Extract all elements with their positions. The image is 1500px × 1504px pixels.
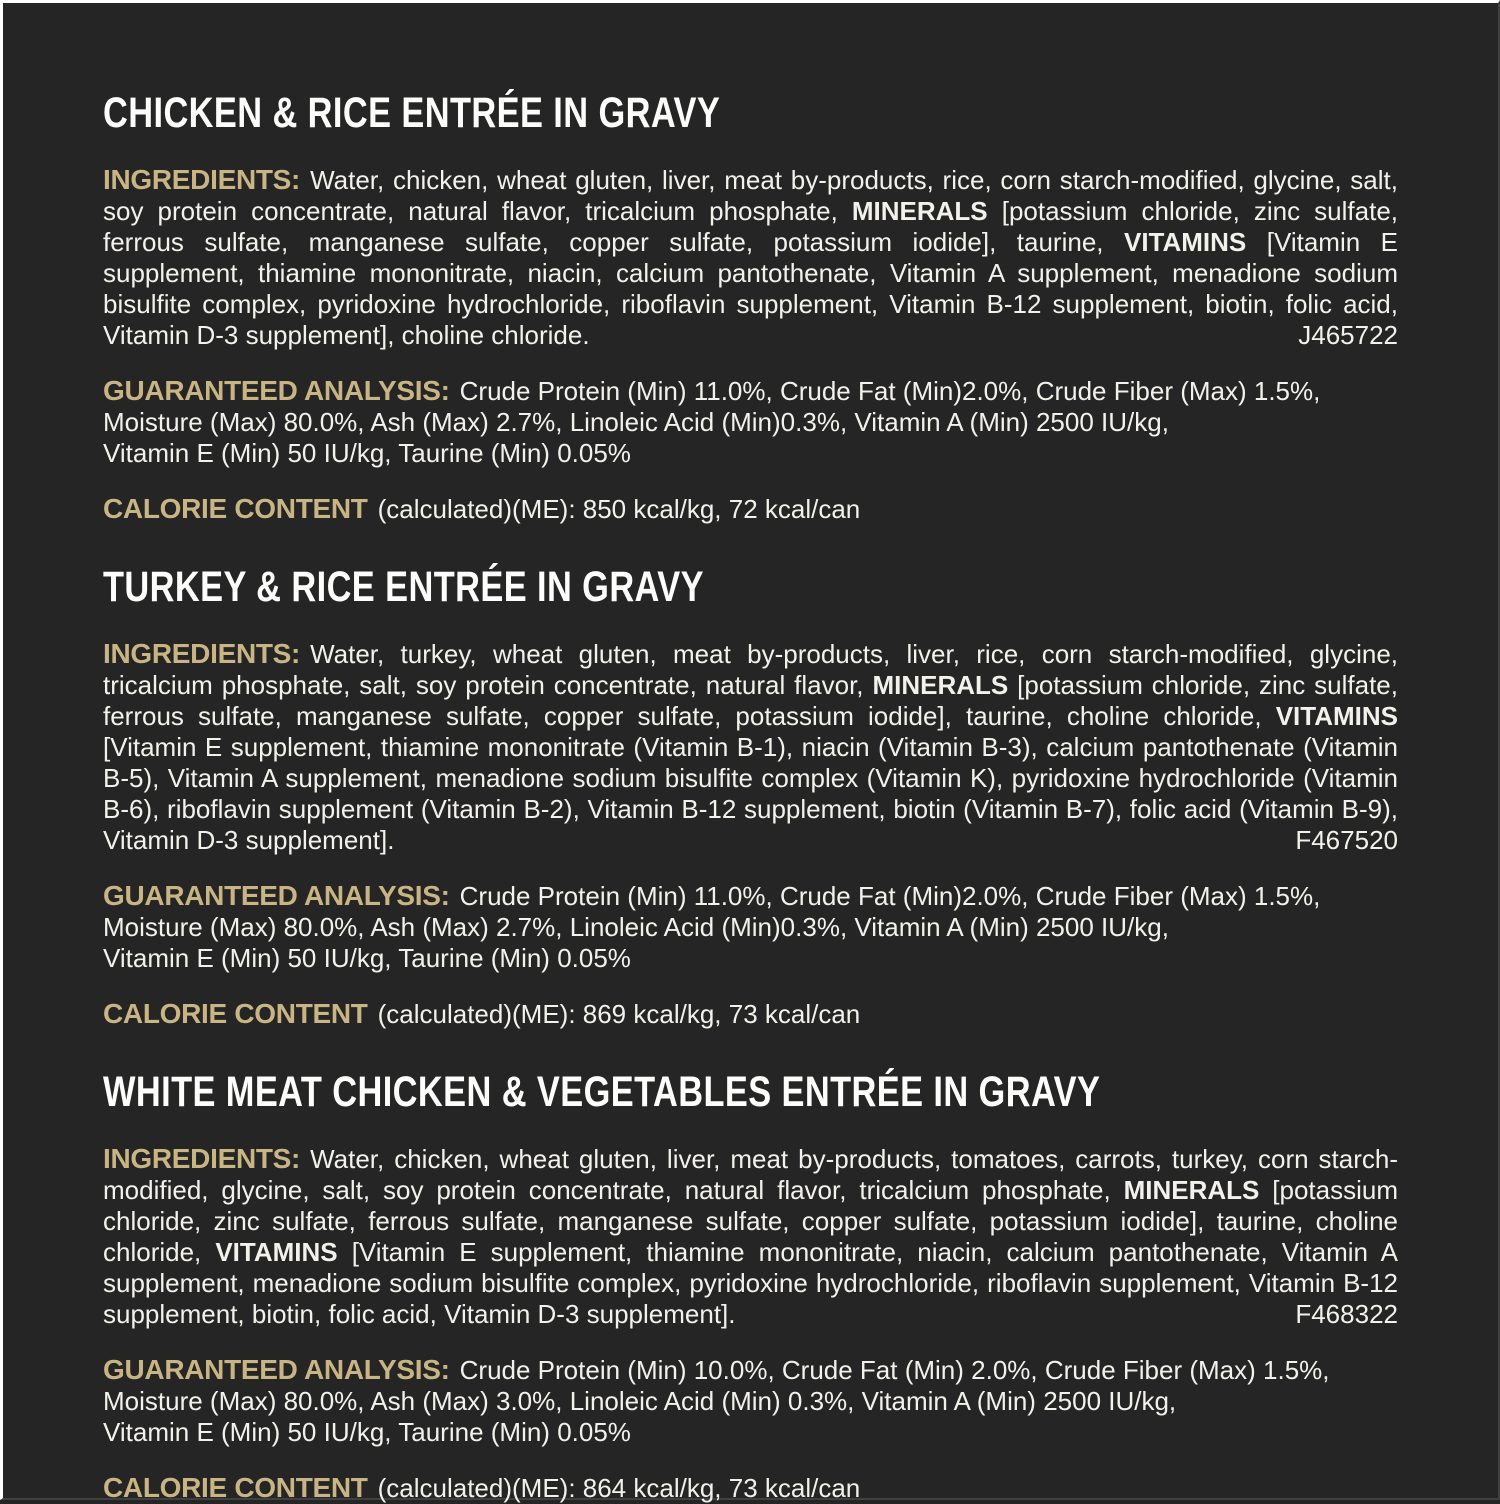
analysis-line: Moisture (Max) 80.0%, Ash (Max) 2.7%, Linoleic Acid (Min)0.3%, Vitamin A (Min) 2500 IU/kg, (103, 912, 1169, 942)
formula-code: F467520 (1295, 825, 1398, 855)
ingredients-text: Water, chicken, wheat gluten, liver, meat by-products, tomatoes, carrots, turkey, corn starch-modified, glycine, salt, soy protein concentrate, natural flavor, tricalcium phosphate, MINERALS [potassium chloride, zinc sulfate, ferrous sulfate, manganese sulfate, copper sulfate, potassium iodide], taurine, choline chloride, VITAMINS [Vitamin E supplement, thiamine mononitrate, niacin, calcium pantothenate, Vitamin A supplement, menadione sodium bisulfite complex, pyridoxine hydrochloride, riboflavin supplement, Vitamin B-12 supplement, biotin, folic acid, Vitamin D-3 supplement]. (103, 1144, 1398, 1329)
calorie-text: (calculated)(ME): 864 kcal/kg, 73 kcal/can (377, 1473, 861, 1503)
product-title: TURKEY & RICE ENTRÉE IN GRAVY (103, 563, 704, 611)
product-section-white-meat-chicken-vegetables (103, 1068, 1398, 1504)
label-content (3, 3, 1498, 1504)
product-section-turkey-rice (103, 563, 1398, 1030)
guaranteed-analysis-label: GUARANTEED ANALYSIS: (103, 880, 450, 911)
analysis-line: Crude Protein (Min) 11.0%, Crude Fat (Min)2.0%, Crude Fiber (Max) 1.5%, (459, 881, 1321, 911)
calorie-content (103, 1472, 1398, 1504)
ingredients-paragraph (103, 1143, 1398, 1330)
formula-code: J465722 (1298, 320, 1398, 350)
formula-code: F468322 (1295, 1299, 1398, 1329)
ingredients-text: Water, chicken, wheat gluten, liver, meat by-products, rice, corn starch-modified, glycine, salt, soy protein concentrate, natural flavor, tricalcium phosphate, MINERALS [potassium chloride, zinc sulfate, ferrous sulfate, manganese sulfate, copper sulfate, potassium iodide], taurine, VITAMINS [Vitamin E supplement, thiamine mononitrate, niacin, calcium pantothenate, Vitamin A supplement, menadione sodium bisulfite complex, pyridoxine hydrochloride, riboflavin supplement, Vitamin B-12 supplement, biotin, folic acid, Vitamin D-3 supplement], choline chloride. (103, 165, 1398, 350)
analysis-line: Vitamin E (Min) 50 IU/kg, Taurine (Min) 0.05% (103, 438, 631, 468)
ingredients-label: INGREDIENTS: (103, 1143, 301, 1174)
ingredients-paragraph (103, 164, 1398, 351)
analysis-line: Vitamin E (Min) 50 IU/kg, Taurine (Min) 0.05% (103, 943, 631, 973)
calorie-content (103, 998, 1398, 1030)
product-section-chicken-rice (103, 89, 1398, 525)
analysis-line: Crude Protein (Min) 11.0%, Crude Fat (Min)2.0%, Crude Fiber (Max) 1.5%, (459, 376, 1321, 406)
calorie-content-label: CALORIE CONTENT (103, 1472, 368, 1503)
calorie-content (103, 493, 1398, 525)
analysis-line: Vitamin E (Min) 50 IU/kg, Taurine (Min) 0.05% (103, 1417, 631, 1447)
ingredients-label: INGREDIENTS: (103, 638, 301, 669)
guaranteed-analysis (103, 375, 1398, 469)
calorie-text: (calculated)(ME): 869 kcal/kg, 73 kcal/can (377, 999, 861, 1029)
ingredients-paragraph (103, 638, 1398, 856)
ingredients-label: INGREDIENTS: (103, 164, 301, 195)
analysis-line: Moisture (Max) 80.0%, Ash (Max) 2.7%, Linoleic Acid (Min)0.3%, Vitamin A (Min) 2500 IU/kg, (103, 407, 1169, 437)
product-title: CHICKEN & RICE ENTRÉE IN GRAVY (103, 89, 721, 137)
calorie-content-label: CALORIE CONTENT (103, 998, 368, 1029)
guaranteed-analysis-label: GUARANTEED ANALYSIS: (103, 1354, 450, 1385)
guaranteed-analysis-label: GUARANTEED ANALYSIS: (103, 375, 450, 406)
ingredients-text: Water, turkey, wheat gluten, meat by-products, liver, rice, corn starch-modified, glycine, tricalcium phosphate, salt, soy protein concentrate, natural flavor, MINERALS [potassium chloride, zinc sulfate, ferrous sulfate, manganese sulfate, copper sulfate, potassium iodide], taurine, choline chloride, VITAMINS [Vitamin E supplement, thiamine mononitrate (Vitamin B-1), niacin (Vitamin B-3), calcium pantothenate (Vitamin B-5), Vitamin A supplement, menadione sodium bisulfite complex (Vitamin K), pyridoxine hydrochloride (Vitamin B-6), riboflavin supplement (Vitamin B-2), Vitamin B-12 supplement, biotin (Vitamin B-7), folic acid (Vitamin B-9), Vitamin D-3 supplement]. (103, 639, 1398, 855)
calorie-content-label: CALORIE CONTENT (103, 493, 368, 524)
guaranteed-analysis (103, 1354, 1398, 1448)
calorie-text: (calculated)(ME): 850 kcal/kg, 72 kcal/can (377, 494, 861, 524)
analysis-line: Moisture (Max) 80.0%, Ash (Max) 3.0%, Linoleic Acid (Min) 0.3%, Vitamin A (Min) 2500 IU/kg, (103, 1386, 1177, 1416)
product-title: WHITE MEAT CHICKEN & VEGETABLES ENTRÉE IN GRAVY (103, 1068, 1101, 1116)
guaranteed-analysis (103, 880, 1398, 974)
analysis-line: Crude Protein (Min) 10.0%, Crude Fat (Min) 2.0%, Crude Fiber (Max) 1.5%, (459, 1355, 1330, 1385)
